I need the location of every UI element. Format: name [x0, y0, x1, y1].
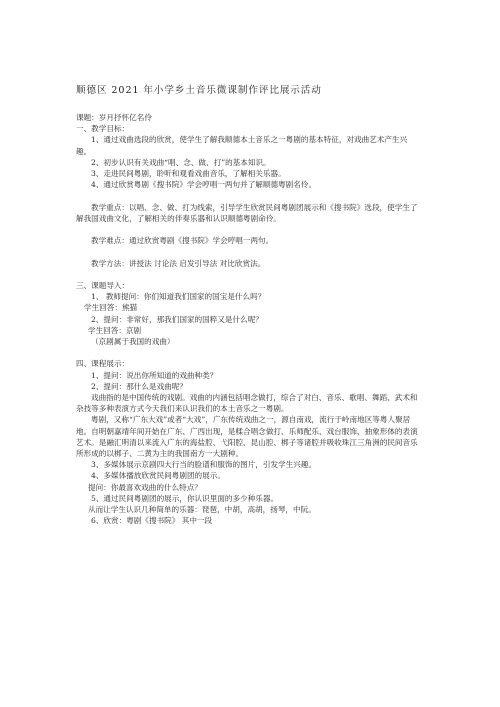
intro-answer: 学生回答：熊猫 — [84, 303, 138, 313]
display-paragraph: 戏曲指的是中国传统的戏剧。戏曲的内涵包括唱念做打，综合了对白、音乐、歌唱、舞蹈、武术和杂技等多种表演方式今天我们来认识我们的本土音乐之一粤剧。 — [76, 393, 418, 414]
display-heading: 四、课程展示： — [76, 359, 130, 369]
document-title: 顺德区 2021 年小学乡土音乐微课制作评比展示活动 — [76, 85, 322, 96]
difficulty: 教学难点：通过欣赏粤剧《搜书院》学会哼唱一两句。 — [91, 236, 274, 246]
objective-item: 1、通过戏曲选段的欣赏，使学生了解我顺德本土音乐之一粤剧的基本特征，对戏曲艺术产生兴趣。 — [76, 135, 408, 156]
intro-heading: 三、课题导入： — [76, 280, 130, 290]
display-paragraph: 粤剧，又称“广东大戏”或者“大戏”，广东传统戏曲之一，源自南戏，流行于岭南地区等粤人聚居地。自明朝嘉靖年间开始在广东、广西出现，是糅合唱念做打、乐师配乐、戏台服饰、抽象形体的表演艺术。是融汇明清以来流入广东的海盐腔、弋阳腔、昆山腔、梆子等诸腔并吸收珠江三角洲的民间音乐所形成的以梆子、二黄为主的我国南方一大剧种。 — [76, 415, 418, 459]
intro-answer: 学生回答：京剧 — [88, 325, 142, 335]
teaching-methods: 教学方法：讲授法 讨论法 启发引导法 对比欣赏法。 — [91, 258, 266, 268]
display-item: 4、多媒体播放欣赏民间粤剧团的展示。 — [91, 471, 225, 481]
display-item: 3、多媒体展示京剧四大行当的脸谱和服饰的图片，引发学生兴趣。 — [91, 460, 317, 470]
display-item: 6、欣赏：粤剧《搜书院》 其中一段 — [91, 516, 213, 526]
intro-note: （京剧属于我国的戏曲） — [91, 337, 175, 346]
display-item: 2、提问：那什么是戏曲呢？ — [91, 381, 187, 391]
intro-question: 1、 教师提问：你们知道我们国家的国宝是什么吗？ — [91, 292, 266, 302]
key-points: 教学重点：以唱、念、做、打为线索，引导学生欣赏民间粤剧团展示和《搜书院》选段，使学生了解我国戏曲文化，了解相关的伴奏乐器和认识顺德粤剧命伶。 — [76, 202, 418, 223]
display-item: 提问：你最喜欢戏曲的什么特点？ — [88, 482, 202, 492]
objective-item: 2、初步认识有关戏曲“唱、念、做、打”的基本知识。 — [91, 157, 271, 167]
display-item: 1、提问：说出你所知道的戏曲种类？ — [91, 370, 218, 380]
objective-item: 4、通过欣赏粤剧《搜书院》学会哼唱一两句并了解顺德粤剧名伶。 — [91, 180, 317, 190]
intro-question: 2、提问：非常好，那我们国家的国粹又是什么呢？ — [91, 314, 263, 324]
display-item: 5、通过民间粤剧团的展示，你认识里面的多少种乐器。 — [91, 493, 279, 503]
objectives-heading: 一、教学目标： — [76, 124, 130, 134]
document-body — [76, 112, 422, 526]
lesson-topic: 课题：岁月抒怀亿名伶 — [76, 113, 152, 122]
objective-item: 3、走进民间粤剧，聆听和观看戏曲音乐，了解相关乐器。 — [91, 169, 286, 179]
display-item: 从而让学生认识几种简单的乐器：琵琶，中胡，高胡，扬琴，中阮。 — [88, 505, 316, 515]
